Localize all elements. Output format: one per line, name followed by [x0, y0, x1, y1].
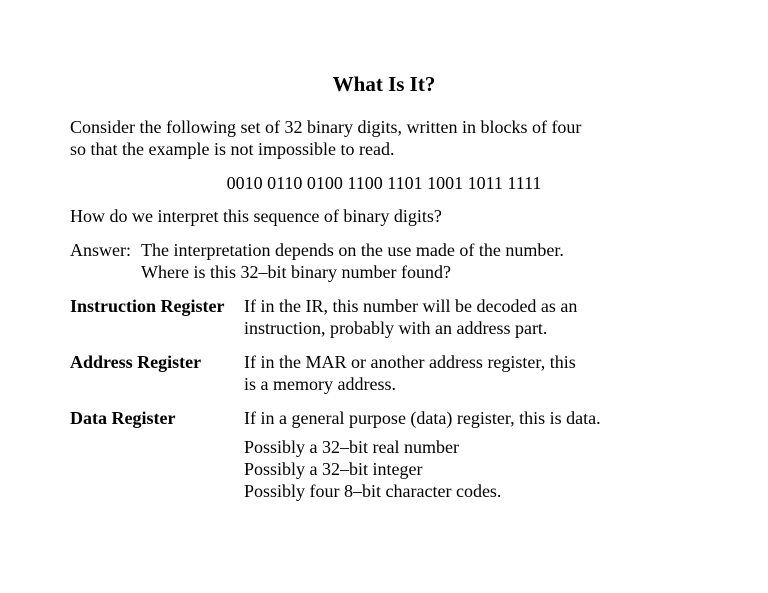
register-desc-instruction-1: If in the IR, this number will be decoded as an — [244, 296, 578, 316]
possibility-item: Possibly a 32–bit real number — [244, 437, 459, 457]
intro-line-1: Consider the following set of 32 binary digits, written in blocks of four — [70, 117, 582, 137]
register-desc-address-2: is a memory address. — [244, 374, 396, 394]
page-title: What Is It? — [332, 72, 436, 96]
register-name-address: Address Register — [70, 352, 202, 372]
answer-label: Answer: — [70, 240, 131, 260]
register-desc-address-1: If in the MAR or another address register, this — [244, 352, 576, 372]
intro-line-2: so that the example is not impossible to read. — [70, 139, 395, 159]
possibility-item: Possibly four 8–bit character codes. — [244, 481, 502, 501]
register-name-data: Data Register — [70, 408, 176, 428]
answer-line-2: Where is this 32–bit binary number found? — [141, 262, 451, 282]
possibility-item: Possibly a 32–bit integer — [244, 459, 423, 479]
register-desc-instruction-2: instruction, probably with an address part. — [244, 318, 548, 338]
answer-line-1: The interpretation depends on the use made of the number. — [141, 240, 564, 260]
register-desc-data-1: If in a general purpose (data) register, this is data. — [244, 408, 601, 428]
question-text: How do we interpret this sequence of binary digits? — [70, 206, 442, 226]
binary-sequence: 0010 0110 0100 1100 1101 1001 1011 1111 — [226, 173, 542, 193]
register-name-instruction: Instruction Register — [70, 296, 225, 316]
